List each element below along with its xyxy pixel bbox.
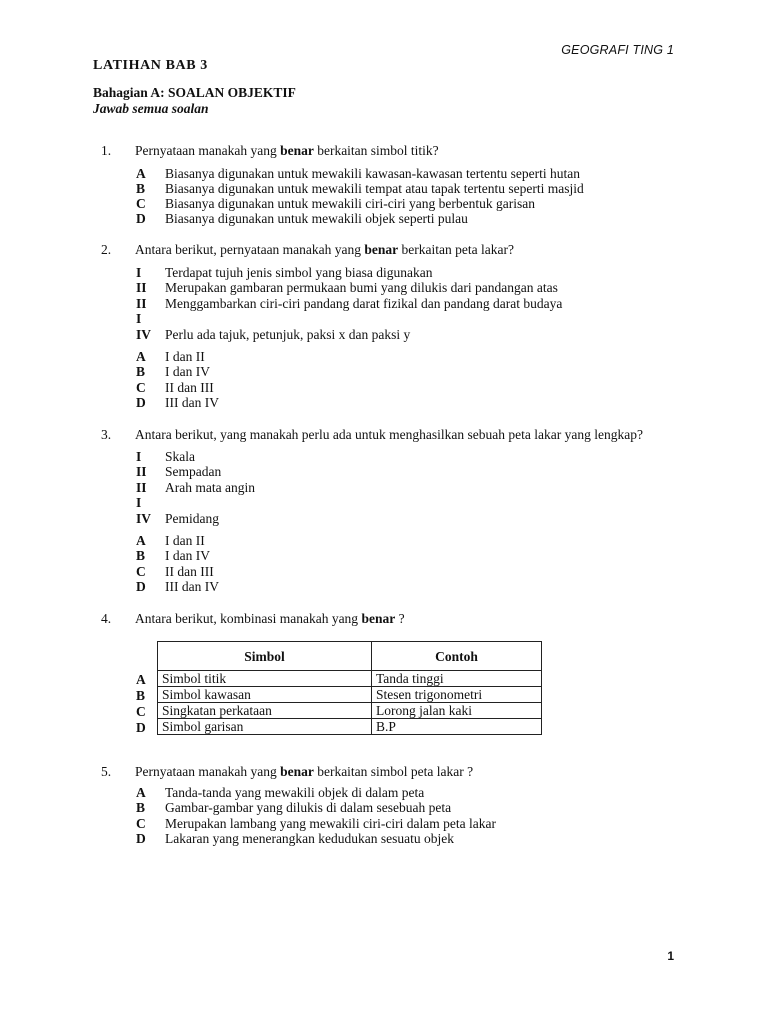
column-header-simbol: Simbol bbox=[158, 642, 372, 671]
table-row bbox=[158, 703, 542, 719]
table-row bbox=[158, 719, 542, 735]
table-cell: Simbol titik bbox=[158, 671, 372, 687]
question-number: 2. bbox=[101, 242, 112, 257]
table-cell: Simbol garisan bbox=[158, 719, 372, 735]
question-number: 5. bbox=[101, 764, 112, 779]
question-number: 4. bbox=[101, 611, 112, 626]
instruction-text: Jawab semua soalan bbox=[93, 101, 209, 116]
combination-table bbox=[157, 641, 542, 735]
question-text: Antara berikut, kombinasi manakah yang benar ? bbox=[135, 611, 405, 626]
question-number: 3. bbox=[101, 427, 112, 442]
table-cell: B.P bbox=[372, 719, 542, 735]
table-cell: Lorong jalan kaki bbox=[372, 703, 542, 719]
table-row bbox=[158, 687, 542, 703]
worksheet-page: GEOGRAFI TING 1 LATIHAN BAB 3 Bahagian A: SOALAN OBJEKTIF Jawab semua soalan 1. Pernyataan manakah yang benar berkaitan simbol titik? A Biasanya digunakan untuk mewakili kawasan-kawasan tertentu seperti hutan B Biasanya digunakan untuk mewakili tempat atau tapak tertentu seperti masjid C Biasanya digunakan untuk mewakili ciri-ciri yang berbentuk garisan D Biasanya digunakan untuk mewakili objek seperti pulau 2. Antara berikut, pernyataan manakah yang benar berkaitan peta lakar? I Terdapat tujuh jenis simbol yang biasa digunakan II Merupakan gambaran permukaan bumi yang dilukis dari pandangan atas II Menggambarkan ciri-ciri pandang darat fizikal dan pandang darat budaya I IV Perlu ada tajuk, petunjuk, paksi x dan paksi y A I dan II B I dan IV C II dan III D III dan IV 3. Antara berikut, yang manakah perlu ada untuk menghasilkan sebuah peta lakar yang lengkap? I Skala II Sempadan II Arah mata angin I IV Pemidang A I dan II B I dan IV C II dan III D III dan IV 4. Antara berikut, kombinasi manakah yang benar ? Simbol Contoh Simbol titik Tanda tinggi Simbol kawasan Stesen trigonometri Singkatan perkataan Lorong jalan kaki Simbol garisan B.P A B C D 5. Pernyataan manakah yang benar berkaitan simbol peta lakar ? A Tanda-tanda yang mewakili objek di dalam peta B Gambar-gambar yang dilukis di dalam sesebuah peta C Merupakan lambang yang mewakili ciri-ciri dalam peta lakar D Lakaran yang menerangkan kedudukan sesuatu objek 1 bbox=[93, 43, 674, 963]
column-header-contoh: Contoh bbox=[372, 642, 542, 671]
exercise-title: LATIHAN BAB 3 bbox=[93, 58, 208, 73]
question-text: Antara berikut, yang manakah perlu ada untuk menghasilkan sebuah peta lakar yang lengkap? bbox=[135, 427, 643, 442]
table-header-row bbox=[158, 642, 542, 671]
question-text: Pernyataan manakah yang benar berkaitan simbol titik? bbox=[135, 143, 439, 158]
row-key-a: A bbox=[136, 672, 146, 687]
page-number: 1 bbox=[667, 949, 674, 963]
row-key-c: C bbox=[136, 704, 146, 719]
row-key-d: D bbox=[136, 720, 146, 735]
table-cell: Stesen trigonometri bbox=[372, 687, 542, 703]
row-key-b: B bbox=[136, 688, 146, 703]
table-cell: Singkatan perkataan bbox=[158, 703, 372, 719]
table-cell: Simbol kawasan bbox=[158, 687, 372, 703]
question-number: 1. bbox=[101, 143, 112, 158]
question-text: Antara berikut, pernyataan manakah yang benar berkaitan peta lakar? bbox=[135, 242, 514, 257]
subject-header: GEOGRAFI TING 1 bbox=[561, 43, 674, 57]
question-text: Pernyataan manakah yang benar berkaitan simbol peta lakar ? bbox=[135, 764, 474, 779]
table-row bbox=[158, 671, 542, 687]
table-cell: Tanda tinggi bbox=[372, 671, 542, 687]
section-heading: Bahagian A: SOALAN OBJEKTIF bbox=[93, 85, 296, 100]
